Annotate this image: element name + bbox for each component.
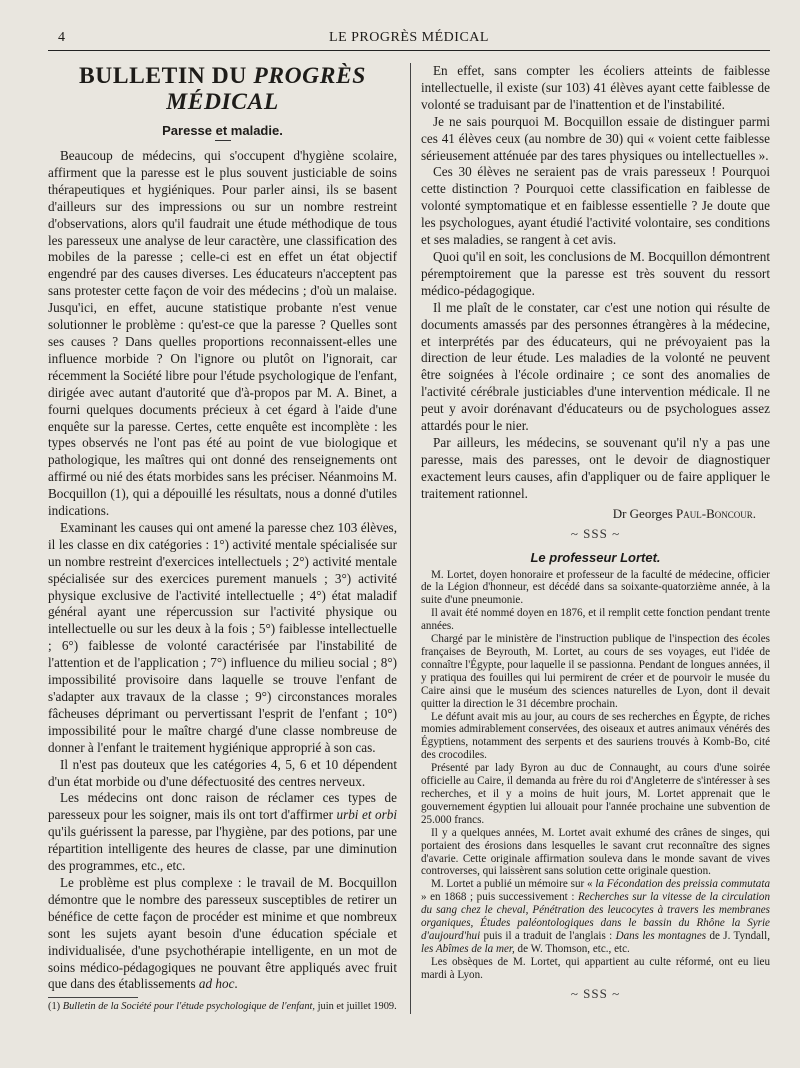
paragraph: Par ailleurs, les médecins, se souvenant qu'il n'y a pas une paresse, mais des paresses, ont le devoir de diagnostiquer exactement leurs causes, afin d'appliquer ou de faire appliquer le traitement rationnel. — [421, 434, 770, 501]
footnote-source: Bulletin de la Société pour l'étude psychologique de l'enfant, — [62, 1001, 316, 1013]
running-head — [48, 30, 770, 48]
obituary-paragraph: Le défunt avait mis au jour, au cours de ses recherches en Égypte, de riches momies admirablement conservées, des oiseaux et autres animaux vénérés des Égyptiens, notamment des serpents et des sauriens trouvés à Komb-Bo, cité des crocodiles. — [421, 710, 770, 762]
bulletin-title — [48, 63, 397, 115]
article-subtitle: Paresse et maladie. — [162, 123, 283, 138]
text-run: M. Lortet a publié un mémoire sur « — [431, 878, 596, 891]
obituary-publications — [421, 878, 770, 955]
italic-phrase: urbi et orbi — [336, 807, 397, 823]
paragraph: Beaucoup de médecins, qui s'occupent d'hygiène scolaire, affirment que la paresse est le plus souvent justiciable de soins thérapeutiques et hygiéniques. Pour parler ainsi, ils se basent d'ailleurs sur des impressions ou sur un nombre restreint d'observations, alors qu'il faudrait une étude méthodique de tous les paresseux une analyse de leur caractère, une classification des mobiles de la paresse ; celle-ci est en effet un état objectif engendré par des causes diverses. Les éducateurs n'acceptent pas sans protester cette façon de voir des médecins ; d'où un malaise. Jusqu'ici, en effet, aucune statistique probante n'est venue solutionner le problème : qu'est-ce que la paresse ? Quelles sont ses causes ? Dans quelles proportions reconnaissent-elles une influence morbide ? On l'ignore ou plutôt on l'ignorait, car récemment la Société libre pour l'étude psychologique de l'enfant, dirigée avec autant d'autorité que d'à-propos par M. A. Binet, a fourni quelques documents précieux à cet égard à l'aide d'une enquête sur la paresse. Certes, cette enquête est incomplète : les types observés ne l'ont pas été au point de vue biologique et pathologique, les maîtres qui ont donné des renseignements ont affirmé ou nié des états morbides sans les préciser. Néanmoins M. Bocquillon (1), qui a dépouillé les résultats, nous a donné d'utiles indications. — [48, 148, 397, 519]
obituary-paragraph: Les obsèques de M. Lortet, qui appartient au culte réformé, ont eu lieu mardi à Lyon. — [421, 955, 770, 981]
page-number: 4 — [58, 30, 66, 45]
paragraph: Ces 30 élèves ne seraient pas de vrais paresseux ! Pourquoi cette distinction ? Pourquoi cette classification en faiblesse de volonté symptomatique et en faiblesse essentielle ? Je doute que les psychologues, ayant étudié l'activité volontaire, ses conditions et ses maladies, se rangent à cet avis. — [421, 164, 770, 248]
text-run: qu'ils guérissent la paresse, par l'hygiène, par des potions, par une répartition intelligente des heures de classe, par une diminution des programmes, etc., etc. — [48, 824, 397, 874]
signature-name: Paul-Boncour. — [676, 505, 756, 521]
paragraph: Examinant les causes qui ont amené la paresse chez 103 élèves, il les classe en dix catégories : 1°) activité mentale spécialisée sur un nombre restreint d'exercices intellectuels ; 2°) activité mentale spécialisée sur des exercices purement manuels ; 3°) activité physique exclusive de l'activité intellectuelle ; 4°) état maladif général ayant une répercussion sur l'activité physique ou intellectuelle ou sur les deux à la fois ; 5°) faiblesse intellectuelle ; 6°) faiblesse de volonté caractérisée par l'instabilité de l'attention et de l'application ; 7°) influence du milieu social ; 8°) impossibilité provisoire dans laquelle se trouve l'enfant de s'adapter aux travaux de la classe ; 9°) circonstances morales fâcheuses déprimant ou pervertissant l'esprit de l'enfant ; 10°) impossibilité pour le maître chargé d'une classe nombreuse de donner à l'enfant le traitement hygiénique approprié à son cas. — [48, 519, 397, 755]
obituary-paragraph: Présenté par lady Byron au duc de Connaught, au cours d'une soirée officielle au Caire, il demanda au frère du roi d'Angleterre de s'intéresser à ses recherches, et il y a moins de huit jours, M. Lortet apprenait que le gouvernement égyptien lui allouait pour l'année prochaine une subvention de 25.000 francs. — [421, 762, 770, 826]
text-run: » en 1868 ; puis successivement : — [421, 891, 578, 904]
paragraph — [48, 875, 397, 993]
bulletin-title-prefix: BULLETIN DU — [79, 63, 254, 89]
text-run: de W. Thomson, etc., etc. — [514, 942, 630, 955]
paragraph — [48, 790, 397, 875]
text-run: de J. Tyndall, — [706, 929, 770, 942]
right-column — [410, 63, 770, 1014]
italic-title: Recherches sur la vitesse de la circulation du sang chez le cheval, Pénétration des leucocytes à travers les membranes organiques, Études paléontologiques dans le bassin du Rhône la Syrie d'aujourd'hui — [421, 891, 770, 942]
footnote-number: (1) — [48, 1001, 63, 1013]
signature-prefix: Dr Georges — [612, 505, 677, 521]
header-rule — [48, 50, 770, 51]
obituary-title: Le professeur Lortet. — [530, 549, 661, 565]
paragraph: Il n'est pas douteux que les catégories 4, 5, 6 et 10 dépendent d'un état morbide ou d'une défectuosité des centres nerveux. — [48, 756, 397, 789]
obituary-paragraph: Il y a quelques années, M. Lortet avait exhumé des crânes de singes, qui portaient des érosions dans lesquelles le savant crut reconnaître des signes d'avarie. Cette originale affirmation souleva dans le monde savant de vives controverses, qui laissèrent sans solution cette originale question. — [421, 826, 770, 878]
italic-title: la Fécondation des preissia commutata — [595, 878, 770, 891]
text-run: Le problème est plus complexe : le travail de M. Bocquillon démontre que le nombre des paresseux susceptibles de retirer un bénéfice de cette façon de procéder est minime et que nombreux sont les sujets ayant besoin d'une éducation spéciale et individualisée, d'une psychothérapie intelligente, en un mot de soins médico-pédagogiques ne pouvant être appliqués avec fruit que dans des établissements — [48, 874, 397, 992]
text-run: puis il a traduit de l'anglais : — [480, 929, 616, 942]
italic-title: Dans les montagnes — [615, 929, 707, 942]
footnote-date: juin et juillet 1909. — [315, 1001, 397, 1013]
text-run: Les médecins ont donc raison de réclamer ces types de paresseux pour les soigner, mais ils ont tort d'affirmer — [48, 790, 397, 823]
two-column-body — [48, 63, 770, 1014]
italic-title: les Abîmes de la mer, — [421, 942, 515, 955]
paragraph: En effet, sans compter les écoliers atteints de faiblesse intellectuelle, il existe (sur 103) 41 élèves ayant cette faiblesse de volonté se traduisant par de l'inattention et de l'instabilité. — [421, 63, 770, 112]
footnote-rule — [48, 997, 138, 998]
ornamental-separator-bottom: ~ SSS ~ — [570, 985, 621, 1001]
left-column — [48, 63, 406, 1014]
obituary-paragraph: M. Lortet, doyen honoraire et professeur de la faculté de médecine, officier de la Légion d'honneur, est décédé dans sa soixante-quatorzième année, à la suite d'une pneumonie. — [421, 568, 770, 607]
obituary-paragraph: Chargé par le ministère de l'instruction publique de l'inspection des écoles françaises de Beyrouth, M. Lortet, au cours de ses voyages, eut l'idée de connaître l'Égypte, pour laquelle il se passionna. Pendant de longues années, il y pratiqua des fouilles qui lui permirent de créer et de pourvoir le musée du Caire ainsi que le muséum des sciences naturelles de Lyon, dont il devait quitter la direction le 31 décembre prochain. — [421, 633, 770, 710]
text-run: . — [234, 976, 238, 992]
journal-title: LE PROGRÈS MÉDICAL — [329, 30, 489, 45]
paragraph: Il me plaît de le constater, car c'est une notion qui résulte de documents amassés par des personnes étrangères à la médecine, et interprétés par des éducateurs, qui ne prévoyaient pas la direction de leur étude. Les maladies de la volonté ne peuvent être soignées à l'école ordinaire ; ce sont des anomalies de l'activité cérébrale justiciables d'une intervention médicale. Il ne peut y avoir dorénavant d'éducateurs ou de psychologues assez attardés pour le nier. — [421, 299, 770, 434]
paragraph: Je ne sais pourquoi M. Bocquillon essaie de distinguer parmi ces 41 élèves ceux (au nombre de 30) qui « voient cette faiblesse sérieusement atténuée par des tares physiques ou intellectuelles ». — [421, 113, 770, 163]
bulletin-title-italic: PROGRÈS MÉDICAL — [166, 63, 366, 115]
footnote — [48, 1001, 397, 1013]
italic-phrase: ad hoc — [198, 976, 235, 992]
ornamental-separator: ~ SSS ~ — [570, 525, 621, 541]
paragraph: Quoi qu'il en soit, les conclusions de M. Bocquillon démontrent péremptoirement que la paresse est très souvent du ressort médico-pédagogique. — [421, 248, 770, 298]
author-signature — [421, 505, 756, 522]
obituary-paragraph: Il avait été nommé doyen en 1876, et il remplit cette fonction pendant trente années. — [421, 607, 770, 633]
subtitle-rule — [215, 140, 231, 141]
